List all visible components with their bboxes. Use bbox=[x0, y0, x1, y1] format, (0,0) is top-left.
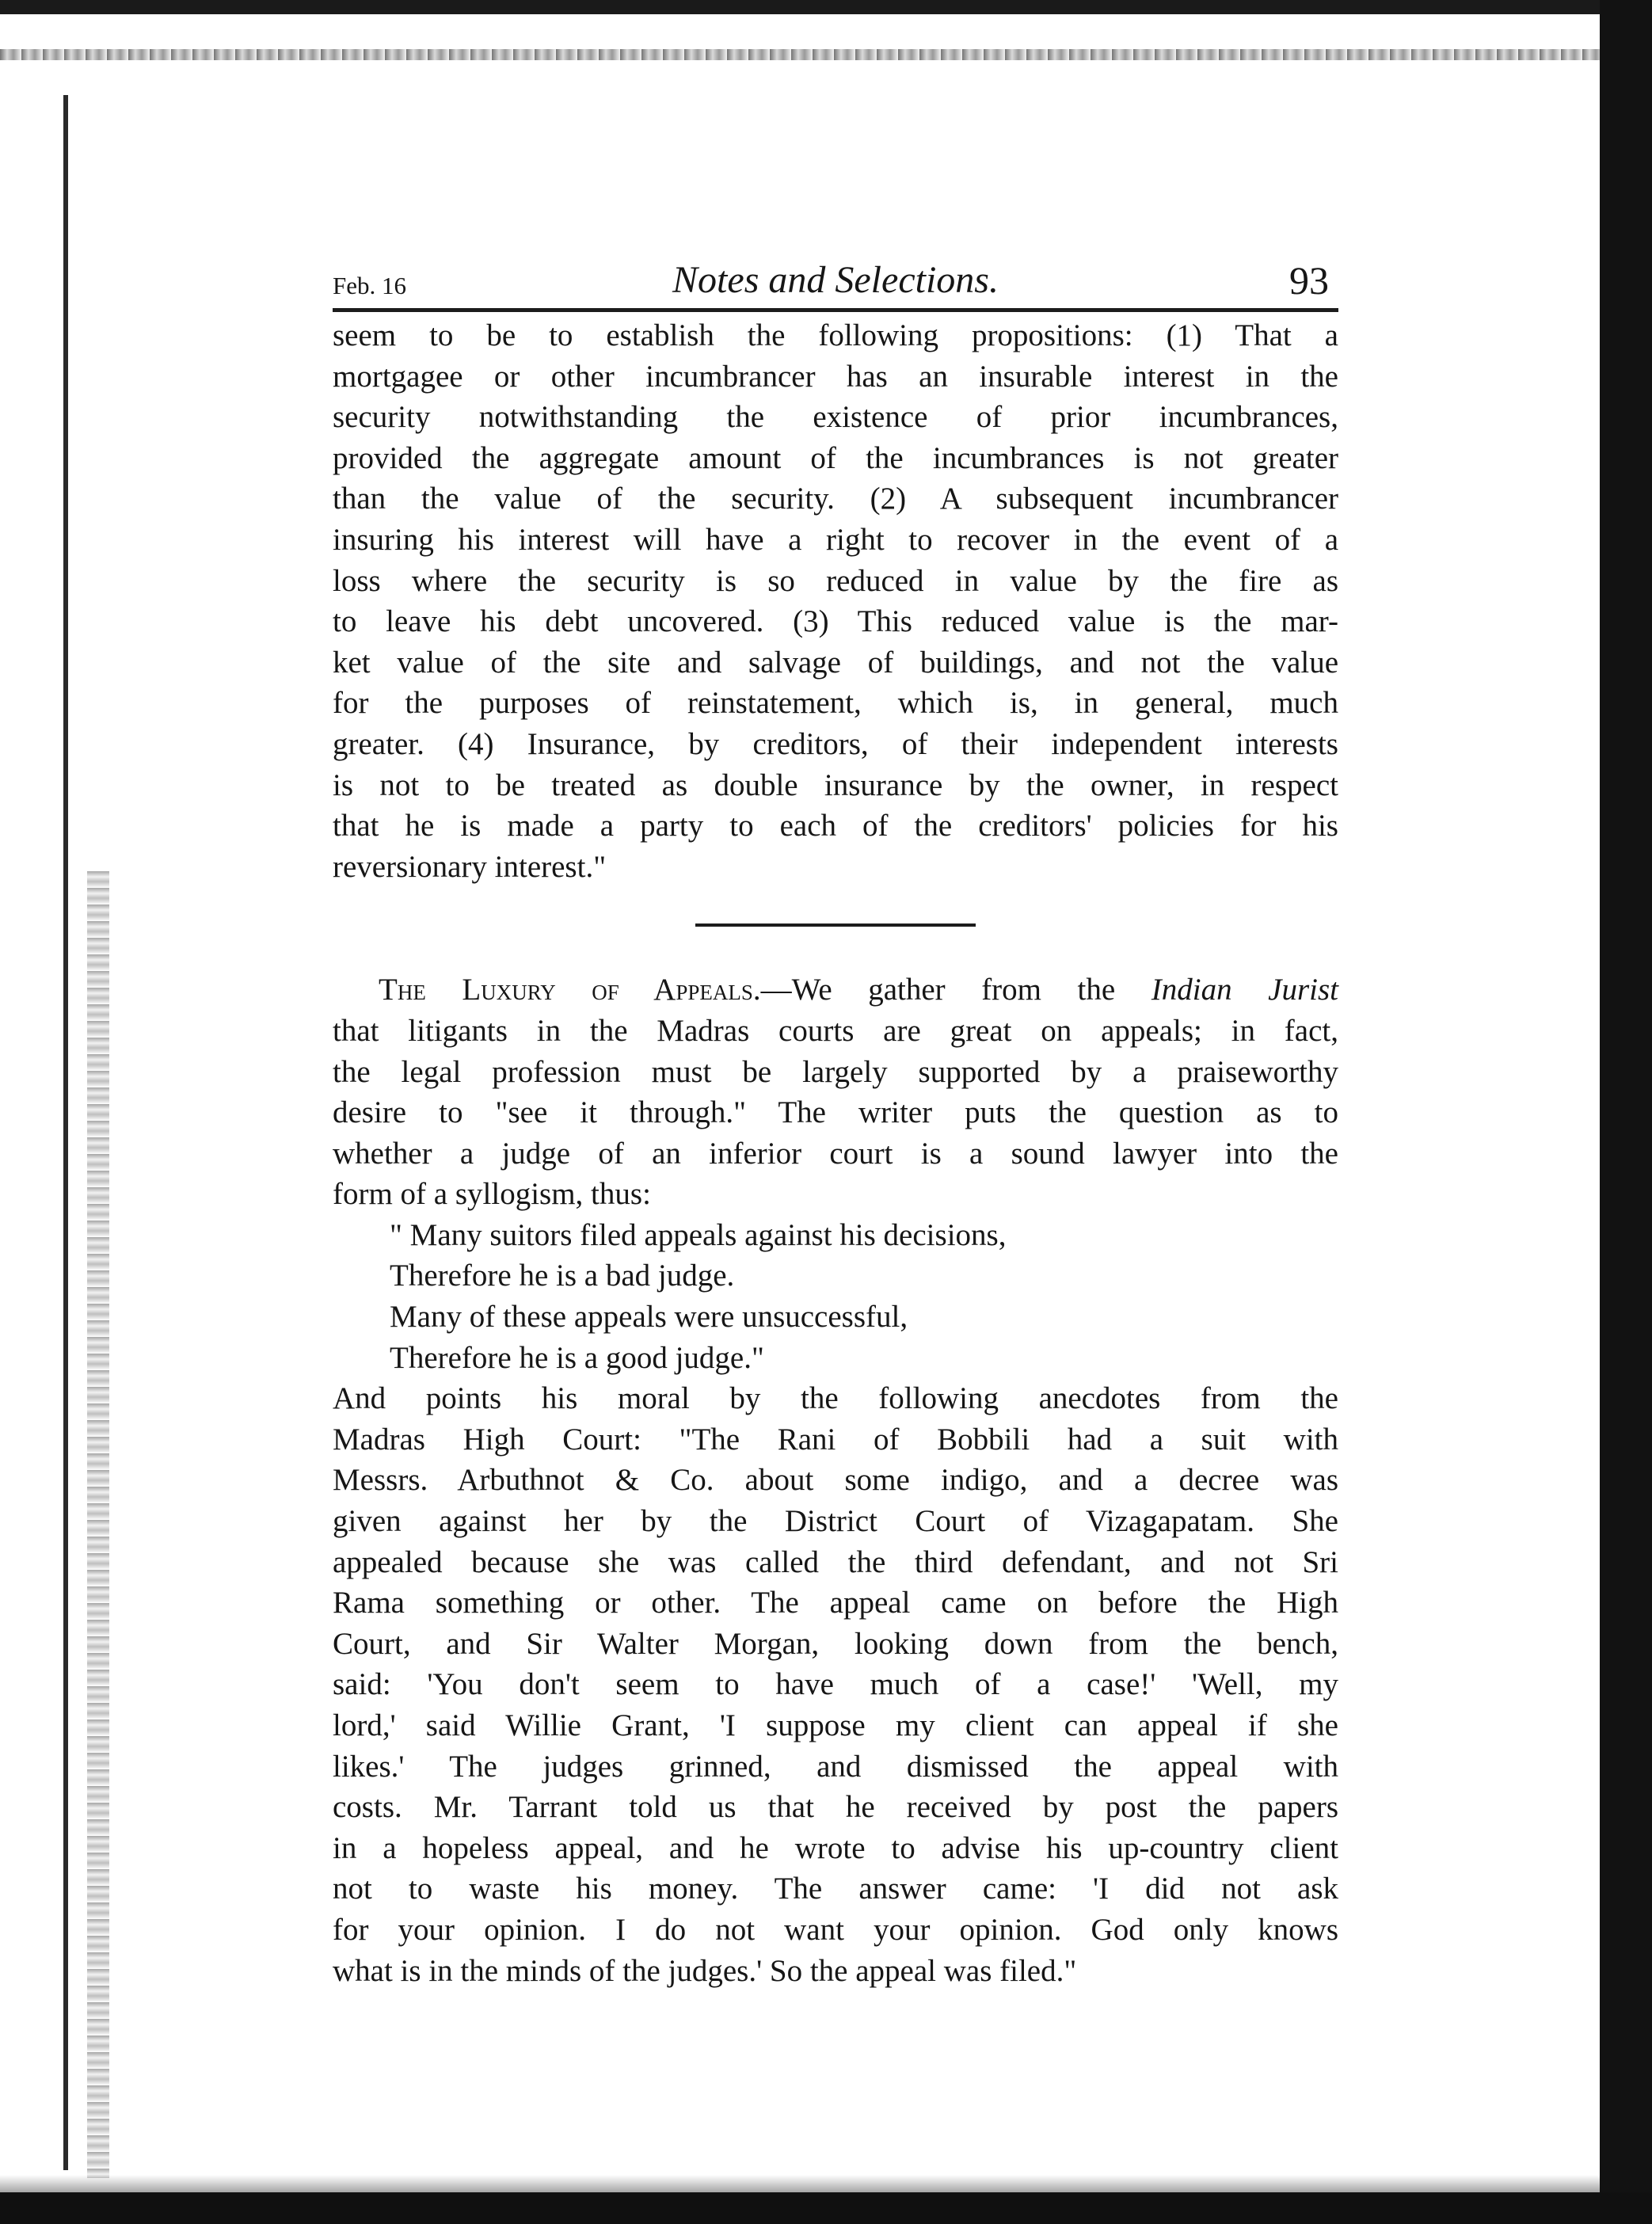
verse-line: Many of these appeals were unsuccessful, bbox=[390, 1300, 908, 1335]
section-opening-line bbox=[333, 969, 1338, 1011]
text-line: not to waste his money. The answer came: 'I did not ask bbox=[333, 1872, 1338, 1906]
text-line: what is in the minds of the judges.' So the appeal was filed." bbox=[333, 1953, 1077, 1988]
scan-border-top bbox=[0, 0, 1652, 14]
verse-line: Therefore he is a bad judge. bbox=[390, 1259, 735, 1293]
text-line: Court, and Sir Walter Morgan, looking down from the bench, bbox=[333, 1626, 1338, 1661]
text-line: And points his moral by the following anecdotes from the bbox=[333, 1381, 1338, 1416]
text-line: Madras High Court: "The Rani of Bobbili had a suit with bbox=[333, 1422, 1338, 1457]
text-line: given against her by the District Court of Vizagapatam. She bbox=[333, 1504, 1338, 1539]
text-line: loss where the security is so reduced in value by the fire as bbox=[333, 563, 1338, 598]
page-number: 93 bbox=[1289, 258, 1329, 303]
text-line: Messrs. Arbuthnot & Co. about some indigo, and a decree was bbox=[333, 1463, 1338, 1498]
text-line: provided the aggregate amount of the incumbrances is not greater bbox=[333, 440, 1338, 475]
text-line: insuring his interest will have a right to recover in the event of a bbox=[333, 522, 1338, 557]
text-line: for your opinion. I do not want your opinion. God only knows bbox=[333, 1912, 1338, 1947]
text-line: reversionary interest." bbox=[333, 849, 607, 884]
book-page bbox=[333, 257, 1338, 1991]
verse-line: Therefore he is a good judge." bbox=[390, 1340, 764, 1375]
text-line: Rama something or other. The appeal came on before the High bbox=[333, 1586, 1338, 1620]
text-line: greater. (4) Insurance, by creditors, of their independent interests bbox=[333, 726, 1338, 761]
section-divider-rule bbox=[695, 923, 976, 927]
journal-name: Indian Jurist bbox=[1151, 973, 1338, 1007]
text-line: than the value of the security. (2) A subsequent incumbrancer bbox=[333, 482, 1338, 516]
section-insurance-propositions bbox=[333, 315, 1338, 887]
running-head bbox=[333, 257, 1338, 312]
text-line: said: 'You don't seem to have much of a case!' 'Well, my bbox=[333, 1667, 1338, 1702]
text-line: in a hopeless appeal, and he wrote to advise his up-country client bbox=[333, 1830, 1338, 1865]
text-line: appealed because she was called the third defendant, and not Sri bbox=[333, 1544, 1338, 1579]
scan-noise-top bbox=[0, 49, 1600, 60]
scan-noise-left bbox=[87, 871, 109, 2178]
em-dash: — bbox=[760, 973, 792, 1007]
text-line: ket value of the site and salvage of buildings, and not the value bbox=[333, 645, 1338, 680]
text-line: costs. Mr. Tarrant told us that he received by post the papers bbox=[333, 1790, 1338, 1825]
text-line: seem to be to establish the following propositions: (1) That a bbox=[333, 318, 1338, 352]
section-luxury-of-appeals bbox=[333, 969, 1338, 1991]
text-line: desire to "see it through." The writer puts the question as to bbox=[333, 1095, 1338, 1130]
text-line: whether a judge of an inferior court is a sound lawyer into the bbox=[333, 1136, 1338, 1171]
text-line: likes.' The judges grinned, and dismissed the appeal with bbox=[333, 1749, 1338, 1784]
header-title: Notes and Selections. bbox=[672, 259, 999, 301]
section-heading: The Luxury of Appeals. bbox=[379, 973, 761, 1007]
text-line: security notwithstanding the existence of prior incumbrances, bbox=[333, 400, 1338, 435]
scan-shadow-bottom bbox=[0, 2175, 1600, 2192]
text-line: to leave his debt uncovered. (3) This reduced value is the mar- bbox=[333, 604, 1338, 639]
text-line: is not to be treated as double insurance by the owner, in respect bbox=[333, 767, 1338, 802]
text-line: the legal profession must be largely supported by a praiseworthy bbox=[333, 1054, 1338, 1089]
text-line: mortgagee or other incumbrancer has an insurable interest in the bbox=[333, 359, 1338, 394]
opening-text: We gather from the bbox=[791, 973, 1116, 1007]
text-line: that he is made a party to each of the creditors' policies for his bbox=[333, 809, 1338, 844]
verse-line: " Many suitors filed appeals against his decisions, bbox=[390, 1217, 1007, 1252]
scan-border-bottom bbox=[0, 2192, 1652, 2224]
text-line: for the purposes of reinstatement, which is, in general, much bbox=[333, 686, 1338, 721]
text-line: form of a syllogism, thus: bbox=[333, 1177, 651, 1212]
text-line: lord,' said Willie Grant, 'I suppose my client can appeal if she bbox=[333, 1708, 1338, 1742]
text-line: that litigants in the Madras courts are great on appeals; in fact, bbox=[333, 1013, 1338, 1048]
scan-border-right bbox=[1600, 0, 1652, 2224]
scan-border-left bbox=[63, 95, 68, 2170]
header-date: Feb. 16 bbox=[333, 272, 406, 299]
